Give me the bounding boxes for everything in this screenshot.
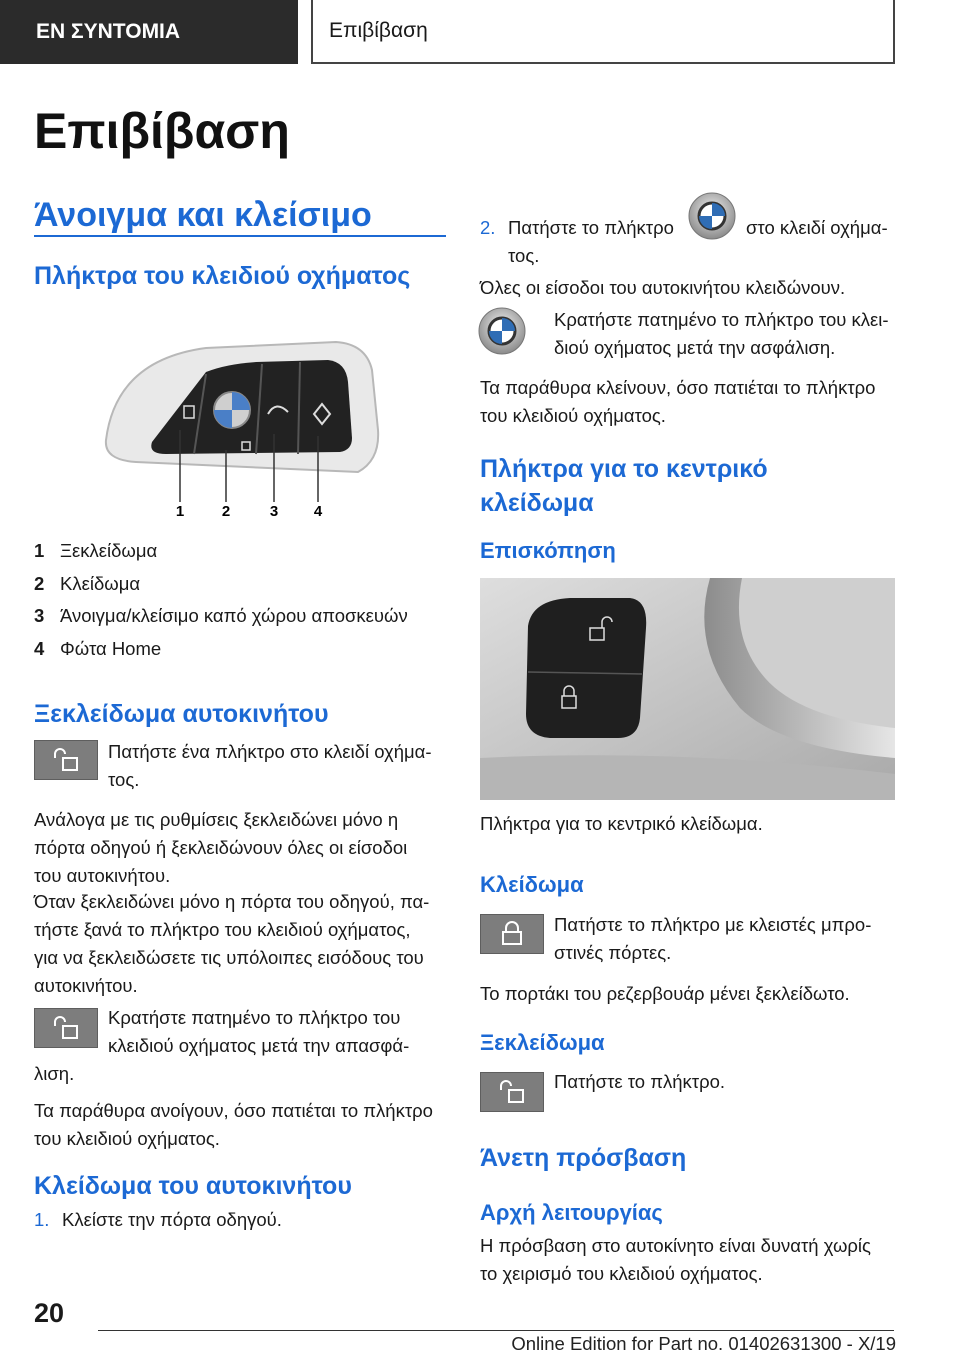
footer-rule (98, 1330, 894, 1331)
step-2-end: τος. (508, 245, 540, 266)
legend-item: 1 Ξεκλείδωμα (34, 540, 158, 561)
heading-principle: Αρχή λειτουργίας (480, 1200, 663, 1225)
photo-caption: Πλήκτρα για το κεντρικό κλείδωμα. (480, 813, 763, 834)
key-fob-illustration (96, 330, 396, 526)
heading-rule (34, 235, 446, 237)
bmw-key-button-icon (688, 192, 736, 240)
fuel-flap-text: Το πορτάκι του ρεζερβουάρ μένει ξεκλείδωτο. (480, 983, 850, 1004)
central-locking-buttons-photo (480, 578, 895, 800)
unlock-button-image (34, 1008, 98, 1048)
step-2-cont: στο κλειδί οχήμα- (746, 217, 888, 238)
paragraph-windows-close: Τα παράθυρα κλείνουν, όσο πατιέται το πλήκτρο του κλειδιού οχήματος. (480, 377, 876, 426)
paragraph-windows-open: Τα παράθυρα ανοίγουν, όσο πατιέται το πλήκτρο του κλειδιού οχήματος. (34, 1100, 433, 1149)
heading-comfort-access: Άνετη πρόσβαση (480, 1144, 687, 1172)
legend-item: 4 Φώτα Home (34, 638, 162, 659)
topic-tab (311, 0, 895, 64)
step-1: 1. Κλείστε την πόρτα οδηγού. (34, 1209, 282, 1230)
heading-lock: Κλείδωμα (480, 872, 584, 897)
section-tab (0, 0, 298, 64)
heading-open-close: Άνοιγμα και κλείσιμο (34, 196, 372, 234)
lock-button-image (480, 914, 544, 954)
unlock-icon (51, 747, 81, 773)
unlock-button-image (480, 1072, 544, 1112)
heading-lock-vehicle: Κλείδωμα του αυτοκινήτου (34, 1172, 352, 1200)
legend-item: 3 Άνοιγμα/κλείσιμο καπό χώρου αποσκευών (34, 605, 408, 626)
step-2: 2. Πατήστε το πλήκτρο (480, 217, 674, 238)
hold-lock-instruction: Κρατήστε πατημένο το πλήκτρο του κλει- διού οχήματος μετά την ασφάλιση. (554, 309, 889, 358)
legend-item: 2 Κλείδωμα (34, 573, 141, 594)
topic-label: Επιβίβαση (329, 19, 428, 42)
unlock-button-image (34, 740, 98, 780)
footer-edition: Online Edition for Part no. 01402631300 - X/19 (511, 1333, 896, 1354)
callout-2: 2 (221, 503, 231, 520)
lock-icon (500, 921, 524, 947)
lock-instruction: Πατήστε το πλήκτρο με κλειστές μπρο- στινές πόρτες. (554, 914, 872, 963)
heading-key-buttons: Πλήκτρα του κλειδιού οχήματος (34, 262, 411, 290)
hold-instruction-end: λιση. (34, 1063, 75, 1084)
bmw-key-button-icon (478, 307, 526, 355)
heading-unlock-vehicle: Ξεκλείδωμα αυτοκινήτου (34, 700, 329, 728)
paragraph-principle: Η πρόσβαση στο αυτοκίνητο είναι δυνατή χωρίς το χειρισμό του κλειδιού οχήματος. (480, 1235, 871, 1284)
paragraph-driver-door: Όταν ξεκλειδώνει μόνο η πόρτα του οδηγού, πα- τήστε ξανά το πλήκτρο του κλειδιού οχήματος, για να ξεκλειδώσετε τις υπόλοιπες εισόδους του αυτοκινήτου. (34, 891, 430, 996)
heading-unlock: Ξεκλείδωμα (480, 1030, 605, 1055)
heading-central-locking: Πλήκτρα για το κεντρικό κλείδωμα (480, 455, 768, 517)
unlock-icon (51, 1015, 81, 1041)
all-locked-text: Όλες οι είσοδοι του αυτοκινήτου κλειδώνουν. (480, 277, 846, 298)
callout-3: 3 (269, 503, 279, 520)
hold-instruction: Κρατήστε πατημένο το πλήκτρο του κλειδιού οχήματος μετά την απασφά- (108, 1007, 410, 1056)
page-number: 20 (34, 1298, 65, 1328)
unlock-instruction: Πατήστε το πλήκτρο. (554, 1071, 726, 1092)
callout-1: 1 (175, 503, 185, 520)
heading-overview: Επισκόπηση (480, 538, 616, 563)
paragraph-settings: Ανάλογα με τις ρυθμίσεις ξεκλειδώνει μόνο η πόρτα οδηγού ή ξεκλειδώνουν όλες οι είσοδοι του αυτοκινήτου. (34, 809, 408, 886)
section-label: ΕΝ ΣΥΝΤΟΜΙΑ (36, 20, 181, 43)
chapter-title: Επιβίβαση (34, 103, 290, 159)
unlock-instruction: Πατήστε ένα πλήκτρο στο κλειδί οχήμα- τος. (108, 741, 432, 790)
callout-4: 4 (313, 503, 323, 520)
unlock-icon (497, 1079, 527, 1105)
